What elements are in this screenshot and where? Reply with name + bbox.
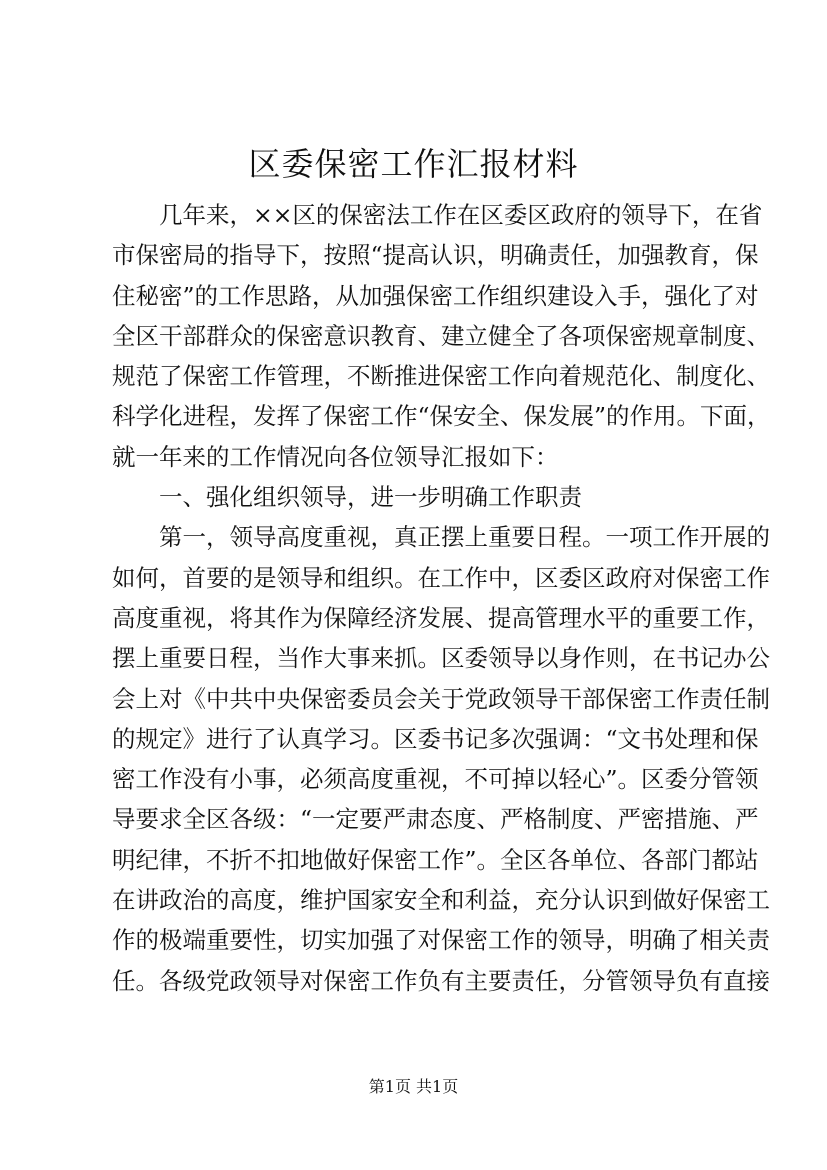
body-line: 在讲政治的高度，维护国家安全和利益，充分认识到做好保密工	[112, 886, 770, 915]
body-line: 规范了保密工作管理，不断推进保密工作向着规范化、制度化、	[112, 362, 770, 391]
body-line: 如何，首要的是领导和组织。在工作中，区委区政府对保密工作	[112, 563, 770, 592]
body-line: 全区干部群众的保密意识教育、建立健全了各项保密规章制度、	[112, 321, 770, 350]
body-line: 作的极端重要性，切实加强了对保密工作的领导，明确了相关责	[112, 926, 770, 955]
document-body	[112, 195, 771, 1001]
section-heading: 一、强化组织领导，进一步明确工作职责	[112, 483, 582, 512]
body-line: 市保密局的指导下，按照“提高认识，明确责任，加强教育，保	[112, 241, 759, 270]
body-line: 的规定》进行了认真学习。区委书记多次强调：“文书处理和保	[112, 724, 759, 753]
body-line: 密工作没有小事，必须高度重视，不可掉以轻心”。区委分管领	[112, 765, 759, 794]
body-line: 科学化进程，发挥了保密工作“保安全、保发展”的作用。下面，	[112, 402, 771, 431]
body-line: 会上对《中共中央保密委员会关于党政领导干部保密工作责任制	[112, 684, 770, 713]
body-line: 住秘密”的工作思路，从加强保密工作组织建设入手，强化了对	[112, 281, 759, 310]
page-footer: 第1页 共1页	[368, 1077, 459, 1096]
document-title: 区委保密工作汇报材料	[248, 145, 579, 183]
body-line: 明纪律，不折不扣地做好保密工作”。全区各单位、各部门都站	[112, 845, 759, 874]
body-line: 几年来，××区的保密法工作在区委区政府的领导下，在省	[112, 201, 763, 229]
body-line: 第一，领导高度重视，真正摆上重要日程。一项工作开展的	[112, 523, 770, 552]
body-line: 任。各级党政领导对保密工作负有主要责任，分管领导负有直接	[112, 966, 770, 995]
body-line: 摆上重要日程，当作大事来抓。区委领导以身作则，在书记办公	[112, 644, 770, 673]
body-line: 高度重视，将其作为保障经济发展、提高管理水平的重要工作，	[112, 603, 770, 632]
body-line: 就一年来的工作情况向各位领导汇报如下：	[112, 442, 559, 471]
body-line: 导要求全区各级：“一定要严肃态度、严格制度、严密措施、严	[112, 805, 759, 834]
